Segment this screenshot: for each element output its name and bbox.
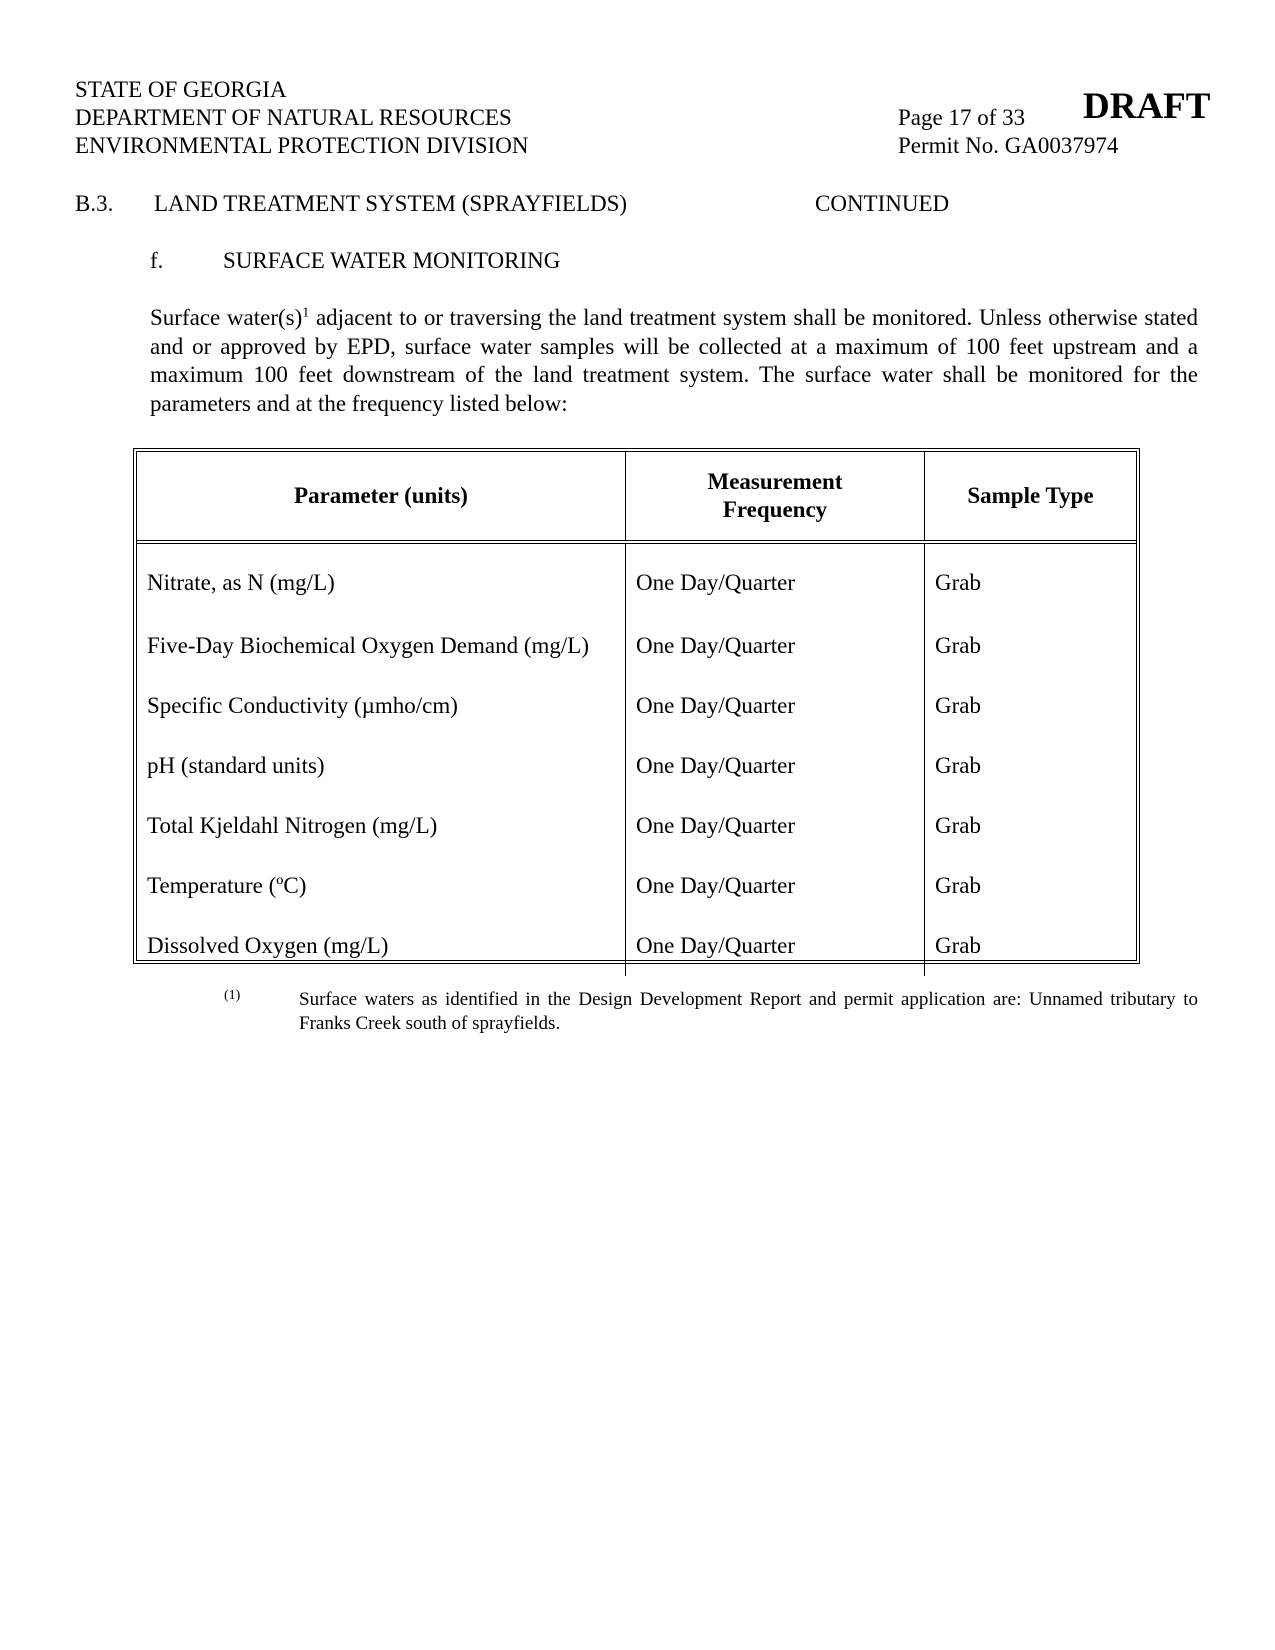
- subsection-letter: f.: [150, 248, 164, 273]
- cell-sample-type: Grab: [935, 633, 981, 658]
- subsection-title: SURFACE WATER MONITORING: [223, 248, 561, 273]
- table-row: [137, 616, 1136, 676]
- cell-frequency: One Day/Quarter: [626, 542, 925, 616]
- cell-frequency: One Day/Quarter: [626, 916, 925, 976]
- page-number: Page 17 of 33: [898, 105, 1026, 130]
- table-row: [137, 542, 1136, 616]
- cell-sample-type: Grab: [935, 813, 981, 838]
- agency-line-division: ENVIRONMENTAL PROTECTION DIVISION: [75, 133, 529, 158]
- table-row: [137, 736, 1136, 796]
- footnote-text: Surface waters as identified in the Design Development Report and permit application are: Unnamed tributary to Franks Creek south of sprayfields.: [299, 989, 1198, 1034]
- cell-parameter: Five-Day Biochemical Oxygen Demand (mg/L): [137, 616, 626, 676]
- cell-frequency: One Day/Quarter: [626, 676, 925, 736]
- monitoring-table: [133, 448, 1140, 964]
- cell-sample-type: Grab: [935, 693, 981, 718]
- cell-parameter: pH (standard units): [137, 736, 626, 796]
- header-parameter: Parameter (units): [137, 452, 626, 542]
- cell-frequency: One Day/Quarter: [626, 796, 925, 856]
- cell-frequency: One Day/Quarter: [626, 856, 925, 916]
- cell-parameter: Dissolved Oxygen (mg/L): [137, 916, 626, 976]
- agency-line-state: STATE OF GEORGIA: [75, 77, 287, 102]
- table-row: [137, 676, 1136, 736]
- footnote-marker: (1): [224, 988, 241, 1003]
- cell-parameter: Total Kjeldahl Nitrogen (mg/L): [137, 796, 626, 856]
- cell-parameter: Nitrate, as N (mg/L): [137, 542, 626, 616]
- cell-sample-type: Grab: [935, 570, 981, 595]
- section-number: B.3.: [75, 191, 114, 216]
- cell-sample-type: Grab: [935, 873, 981, 898]
- header-frequency: Measurement Frequency: [626, 452, 925, 542]
- cell-parameter: Specific Conductivity (µmho/cm): [137, 676, 626, 736]
- paragraph-body: adjacent to or traversing the land treatment system shall be monitored. Unless otherwise stated and or approved by EPD, surface water samples will be collected at a maximum of 100 feet upstream and a maximum 100 feet downstream of the land treatment system. The surface water shall be monitored for the parameters and at the frequency listed below:: [150, 305, 1198, 416]
- monitoring-paragraph: [150, 304, 1198, 418]
- paragraph-lead: Surface water(s): [150, 305, 303, 330]
- table-row: [137, 856, 1136, 916]
- draft-label: DRAFT: [1083, 86, 1211, 127]
- table-header-row: [137, 452, 1136, 542]
- cell-sample-type: Grab: [935, 933, 981, 958]
- header-sample-type: Sample Type: [925, 452, 1137, 542]
- cell-frequency: One Day/Quarter: [626, 616, 925, 676]
- table-row: [137, 916, 1136, 976]
- agency-line-department: DEPARTMENT OF NATURAL RESOURCES: [75, 105, 512, 130]
- cell-sample-type: Grab: [935, 753, 981, 778]
- cell-frequency: One Day/Quarter: [626, 736, 925, 796]
- table-row: [137, 796, 1136, 856]
- cell-parameter: Temperature (ºC): [137, 856, 626, 916]
- permit-number: Permit No. GA0037974: [898, 133, 1119, 158]
- footnote-reference: 1: [302, 305, 310, 321]
- agency-header: [75, 76, 528, 160]
- section-title: LAND TREATMENT SYSTEM (SPRAYFIELDS): [154, 191, 628, 216]
- section-continued: CONTINUED: [815, 191, 950, 216]
